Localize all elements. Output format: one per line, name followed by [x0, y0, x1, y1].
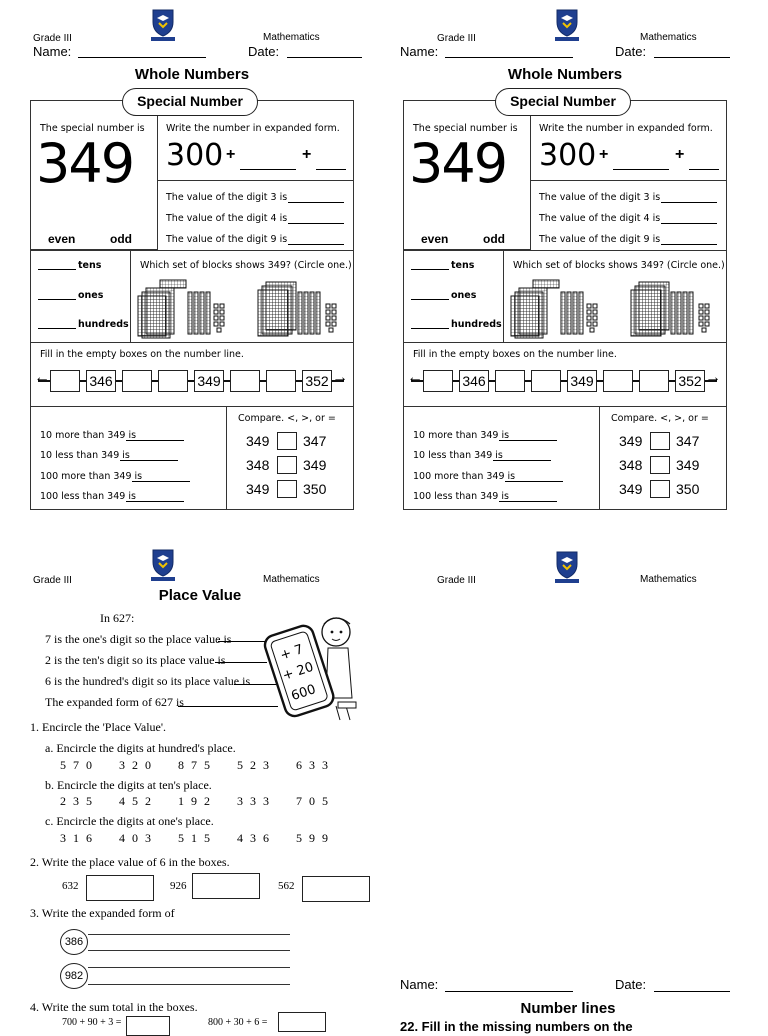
- compare-box[interactable]: [650, 432, 670, 450]
- compare-box[interactable]: [277, 456, 297, 474]
- digit-9-blank[interactable]: [288, 244, 344, 245]
- more-less-line: 10 more than 349 is: [413, 430, 510, 441]
- school-logo: [150, 8, 176, 42]
- compare-left: 349: [246, 433, 270, 449]
- compare-right: 349: [303, 457, 327, 473]
- numberline-box[interactable]: [495, 370, 525, 392]
- tens-blank[interactable]: [38, 269, 76, 270]
- compare-left: 349: [246, 481, 270, 497]
- expanded-form-prompt: Write the number in expanded form.: [166, 123, 340, 134]
- question-3: 3. Write the expanded form of: [30, 906, 175, 920]
- more-less-blank[interactable]: [120, 460, 178, 461]
- school-logo: [554, 550, 580, 584]
- special-number: 349: [409, 132, 507, 195]
- numberline-box[interactable]: [122, 370, 152, 392]
- q2-number: 632: [62, 880, 79, 892]
- digit-value-line: The value of the digit 4 is: [166, 213, 288, 224]
- hundreds-blank[interactable]: [38, 328, 76, 329]
- numberline-box[interactable]: [639, 370, 669, 392]
- q4-answer-box[interactable]: [278, 1012, 326, 1032]
- compare-left: 348: [619, 457, 643, 473]
- subject-label: Mathematics: [263, 32, 320, 43]
- digit-3-blank[interactable]: [288, 202, 344, 203]
- question-2: 2. Write the place value of 6 in the boxes.: [30, 855, 230, 869]
- compare-box[interactable]: [277, 432, 297, 450]
- numberline-prompt: Fill in the empty boxes on the number line.: [413, 349, 617, 360]
- more-less-line: 100 less than 349 is: [413, 491, 509, 502]
- special-number-label: The special number is: [413, 123, 518, 134]
- numberline-box: 349: [194, 370, 224, 392]
- base-ten-blocks-image[interactable]: [138, 278, 350, 338]
- plus-sign: +: [302, 146, 312, 163]
- numberline-box[interactable]: [158, 370, 188, 392]
- date-label: Date:: [615, 977, 647, 992]
- digit-value-line: The value of the digit 3 is: [166, 192, 288, 203]
- answer-line[interactable]: [88, 967, 290, 968]
- more-less-blank[interactable]: [126, 440, 184, 441]
- subject-label: Mathematics: [263, 574, 320, 585]
- divider: [30, 250, 354, 251]
- ones-label: ones: [78, 290, 104, 301]
- place-value-title: Place Value: [158, 587, 242, 604]
- name-field[interactable]: [445, 57, 573, 58]
- even-option[interactable]: even: [421, 232, 449, 246]
- number-lines-title: Number lines: [520, 1000, 616, 1017]
- numberline-box[interactable]: [50, 370, 80, 392]
- q2-answer-box[interactable]: [302, 876, 370, 902]
- digit-3-blank[interactable]: [661, 202, 717, 203]
- numberline-box[interactable]: [603, 370, 633, 392]
- digit-value-line: The value of the digit 9 is: [166, 234, 288, 245]
- numberline-box: 349: [567, 370, 597, 392]
- compare-left: 349: [619, 481, 643, 497]
- divider: [599, 406, 600, 510]
- special-number-banner: Special Number: [122, 88, 258, 116]
- ones-label: ones: [451, 290, 477, 301]
- compare-right: 349: [676, 457, 700, 473]
- whole-numbers-worksheet: [30, 66, 354, 502]
- numberline-box: 352: [302, 370, 332, 392]
- question-1c: c. Encircle the digits at one's place.: [45, 814, 214, 828]
- more-less-line: 100 less than 349 is: [40, 491, 136, 502]
- subject-label: Mathematics: [640, 32, 697, 43]
- more-less-blank[interactable]: [505, 481, 563, 482]
- number-lines-instruction: 22. Fill in the missing numbers on the: [400, 1019, 633, 1034]
- number-line: [38, 380, 344, 382]
- date-field[interactable]: [654, 57, 730, 58]
- numberline-box[interactable]: [531, 370, 561, 392]
- number-set[interactable]: 3 1 6 4 0 3 5 1 5 4 3 6 5 9 9: [60, 831, 330, 845]
- odd-option[interactable]: odd: [110, 232, 132, 246]
- answer-blank[interactable]: [178, 706, 278, 707]
- name-field[interactable]: [78, 57, 206, 58]
- compare-left: 349: [619, 433, 643, 449]
- digit-4-blank[interactable]: [661, 223, 717, 224]
- q3-circled-number: 982: [60, 963, 88, 989]
- plus-sign: +: [599, 146, 609, 163]
- numberline-box[interactable]: [423, 370, 453, 392]
- compare-box[interactable]: [650, 480, 670, 498]
- divider: [403, 342, 727, 343]
- numberline-box: 352: [675, 370, 705, 392]
- compare-prompt: Compare. <, >, or =: [238, 413, 336, 424]
- divider: [403, 250, 727, 251]
- number-set[interactable]: 2 3 5 4 5 2 1 9 2 3 3 3 7 0 5: [60, 794, 330, 808]
- numberline-box[interactable]: [266, 370, 296, 392]
- name-label: Name:: [33, 44, 72, 59]
- more-less-line: 10 less than 349 is: [40, 450, 130, 461]
- q2-answer-box[interactable]: [192, 873, 260, 899]
- numberline-box: 346: [459, 370, 489, 392]
- compare-right: 350: [303, 481, 327, 497]
- grade-label: Grade III: [33, 575, 72, 586]
- special-number-banner: Special Number: [495, 88, 631, 116]
- divider: [531, 180, 727, 181]
- more-less-line: 100 more than 349 is: [413, 471, 516, 482]
- arrow-right-icon: →: [705, 369, 721, 386]
- compare-right: 350: [676, 481, 700, 497]
- worksheet-title: Whole Numbers: [507, 66, 623, 83]
- place-value-line: The expanded form of 627 is: [45, 695, 184, 709]
- arrow-left-icon: ←: [407, 369, 423, 386]
- worksheet-title: Whole Numbers: [134, 66, 250, 83]
- divider: [130, 250, 131, 342]
- q4-expression: 700 + 90 + 3 =: [62, 1017, 122, 1028]
- more-less-blank[interactable]: [126, 501, 184, 502]
- more-less-blank[interactable]: [132, 481, 190, 482]
- compare-left: 348: [246, 457, 270, 473]
- divider: [30, 406, 354, 407]
- question-1b: b. Encircle the digits at ten's place.: [45, 778, 212, 792]
- name-label: Name:: [400, 977, 439, 992]
- hundreds-label: hundreds: [78, 319, 129, 330]
- divider: [226, 406, 227, 510]
- arrow-left-icon: ←: [34, 369, 50, 386]
- more-less-blank[interactable]: [499, 440, 557, 441]
- q4-expression: 800 + 30 + 6 =: [208, 1017, 268, 1028]
- ones-blank[interactable]: [38, 299, 76, 300]
- divider: [30, 342, 354, 343]
- more-less-blank[interactable]: [493, 460, 551, 461]
- arrow-right-icon: →: [332, 369, 348, 386]
- divider: [403, 406, 727, 407]
- tens-blank[interactable]: [411, 269, 449, 270]
- more-less-blank[interactable]: [499, 501, 557, 502]
- blocks-prompt: Which set of blocks shows 349? (Circle one.): [140, 260, 352, 271]
- compare-box[interactable]: [277, 480, 297, 498]
- tablet-text: + 20: [280, 659, 316, 684]
- question-4: 4. Write the sum total in the boxes.: [30, 1000, 198, 1014]
- date-label: Date:: [615, 44, 647, 59]
- q2-answer-box[interactable]: [86, 875, 154, 901]
- answer-line[interactable]: [88, 984, 290, 985]
- expanded-form-prompt: Write the number in expanded form.: [539, 123, 713, 134]
- base-ten-blocks-image[interactable]: [511, 278, 723, 338]
- intro-text: In 627:: [100, 611, 135, 625]
- grade-label: Grade III: [437, 33, 476, 44]
- expanded-tens-blank[interactable]: [240, 169, 296, 170]
- divider: [503, 250, 504, 342]
- ones-blank[interactable]: [411, 299, 449, 300]
- place-value-line: 2 is the ten's digit so its place value is: [45, 653, 226, 667]
- q3-circled-number: 386: [60, 929, 88, 955]
- kid-with-tablet-illustration: [266, 610, 362, 726]
- question-1: 1. Encircle the 'Place Value'.: [30, 720, 167, 734]
- tens-label: tens: [78, 260, 102, 271]
- tablet-text: 600: [289, 682, 318, 705]
- plus-sign: +: [675, 146, 685, 163]
- grade-label: Grade III: [33, 33, 72, 44]
- subject-label: Mathematics: [640, 574, 697, 585]
- numberline-box: 346: [86, 370, 116, 392]
- school-logo: [150, 548, 176, 582]
- name-field[interactable]: [445, 991, 573, 992]
- odd-option[interactable]: odd: [483, 232, 505, 246]
- compare-right: 347: [676, 433, 700, 449]
- q4-answer-box[interactable]: [126, 1016, 170, 1036]
- number-set[interactable]: 5 7 0 3 2 0 8 7 5 5 2 3 6 3 3: [60, 758, 330, 772]
- answer-blank[interactable]: [218, 641, 270, 642]
- school-logo: [554, 8, 580, 42]
- grade-label: Grade III: [437, 575, 476, 586]
- answer-blank[interactable]: [215, 662, 267, 663]
- answer-line[interactable]: [88, 950, 290, 951]
- more-less-line: 10 less than 349 is: [413, 450, 503, 461]
- date-label: Date:: [248, 44, 280, 59]
- digit-4-blank[interactable]: [288, 223, 344, 224]
- tens-label: tens: [451, 260, 475, 271]
- blocks-prompt: Which set of blocks shows 349? (Circle one.): [513, 260, 725, 271]
- more-less-line: 10 more than 349 is: [40, 430, 137, 441]
- digit-value-line: The value of the digit 3 is: [539, 192, 661, 203]
- question-1a: a. Encircle the digits at hundred's place.: [45, 741, 236, 755]
- date-field[interactable]: [654, 991, 730, 992]
- more-less-line: 100 more than 349 is: [40, 471, 143, 482]
- number-line: [411, 380, 717, 382]
- expanded-tens-blank[interactable]: [613, 169, 669, 170]
- q2-number: 562: [278, 880, 295, 892]
- compare-box[interactable]: [650, 456, 670, 474]
- expanded-ones-blank[interactable]: [316, 169, 346, 170]
- even-option[interactable]: even: [48, 232, 76, 246]
- name-label: Name:: [400, 44, 439, 59]
- special-number: 349: [36, 132, 134, 195]
- compare-prompt: Compare. <, >, or =: [611, 413, 709, 424]
- place-value-line: 6 is the hundred's digit so its place value is: [45, 674, 251, 688]
- expanded-form-start: 300: [166, 138, 224, 173]
- numberline-box[interactable]: [230, 370, 260, 392]
- hundreds-label: hundreds: [451, 319, 502, 330]
- tablet-text: + 7: [278, 642, 306, 664]
- date-field[interactable]: [287, 57, 362, 58]
- divider: [158, 180, 354, 181]
- whole-numbers-worksheet: [403, 66, 727, 502]
- digit-value-line: The value of the digit 4 is: [539, 213, 661, 224]
- digit-9-blank[interactable]: [661, 244, 717, 245]
- answer-line[interactable]: [88, 934, 290, 935]
- digit-value-line: The value of the digit 9 is: [539, 234, 661, 245]
- compare-right: 347: [303, 433, 327, 449]
- special-number-label: The special number is: [40, 123, 145, 134]
- expanded-form-start: 300: [539, 138, 597, 173]
- hundreds-blank[interactable]: [411, 328, 449, 329]
- expanded-ones-blank[interactable]: [689, 169, 719, 170]
- place-value-line: 7 is the one's digit so the place value is: [45, 632, 232, 646]
- q2-number: 926: [170, 880, 187, 892]
- plus-sign: +: [226, 146, 236, 163]
- numberline-prompt: Fill in the empty boxes on the number line.: [40, 349, 244, 360]
